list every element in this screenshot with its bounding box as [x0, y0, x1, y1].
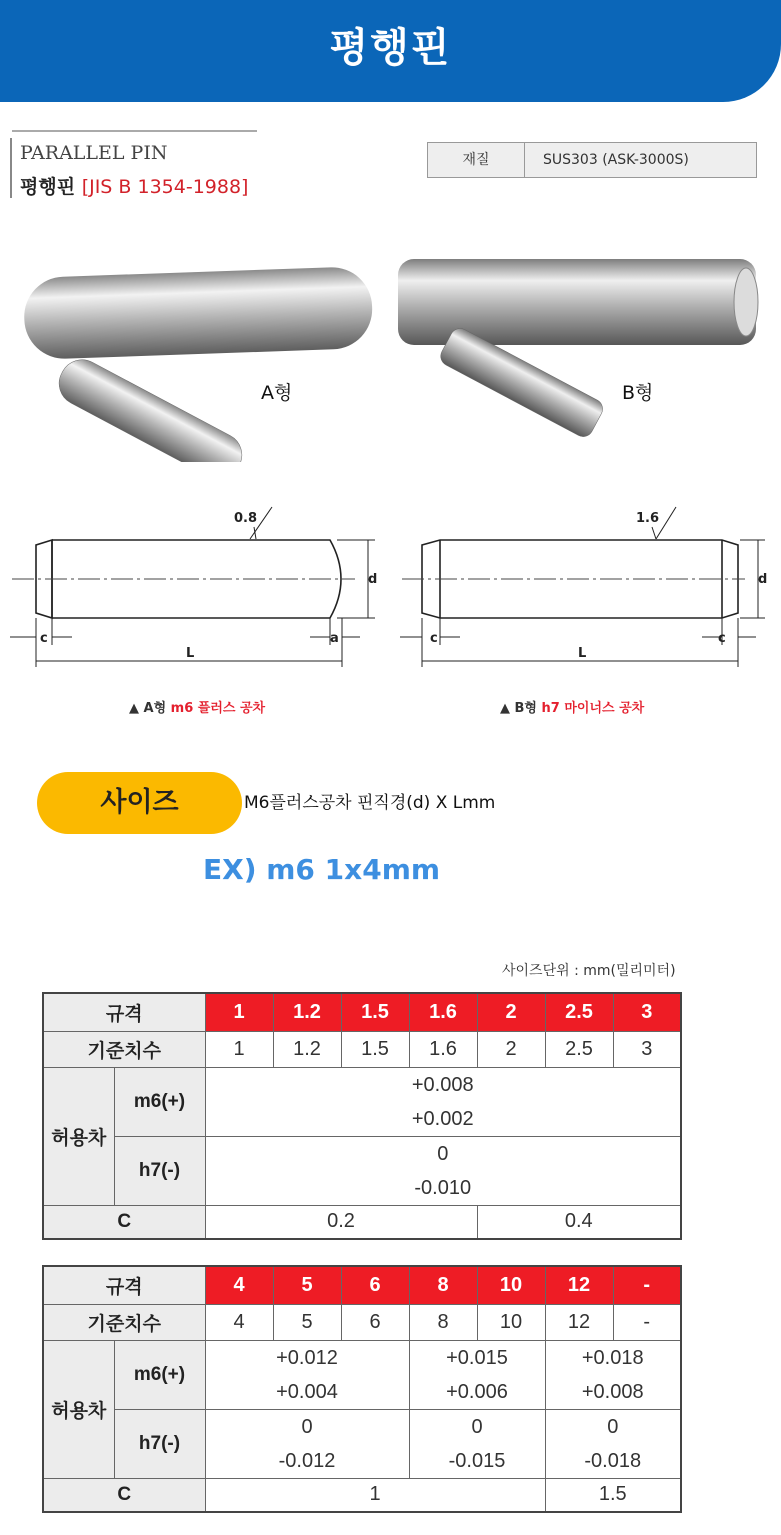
drawing-type-a — [10, 505, 390, 675]
c-cell: 1 — [205, 1478, 545, 1512]
size-description: M6플러스공차 핀직경(d) X Lmm — [244, 793, 496, 813]
material-box — [427, 142, 757, 178]
drawing-b-c2: c — [718, 631, 726, 646]
c-header: C — [43, 1205, 205, 1239]
drawing-a-a: a — [330, 631, 339, 646]
page-title: 평행핀 — [329, 25, 452, 71]
h7-header: h7(-) — [114, 1409, 205, 1478]
tol-lower: -0.015 — [448, 1449, 506, 1472]
material-label: 재질 — [428, 143, 525, 177]
h7-tolerance — [409, 1409, 545, 1478]
nominal-header: 기준치수 — [43, 1031, 205, 1067]
product-name-ko-text: 평행핀 — [20, 176, 76, 198]
spec-cell: 2.5 — [545, 993, 613, 1031]
c-cell: 0.2 — [205, 1205, 477, 1239]
product-name-en: PARALLEL PIN — [20, 142, 168, 164]
title-banner — [0, 0, 781, 102]
m6-tolerance — [205, 1340, 409, 1409]
photo-b-label: B형 — [622, 382, 654, 404]
tolerance-header: 허용차 — [43, 1340, 114, 1478]
tol-upper: +0.008 — [411, 1073, 474, 1096]
nominal-cell: 1.2 — [273, 1031, 341, 1067]
nominal-cell: 8 — [409, 1304, 477, 1340]
drawing-b-caption — [500, 697, 644, 716]
drawing-b-caption-red: h7 마이너스 공차 — [541, 701, 645, 716]
spec-cell: 5 — [273, 1266, 341, 1304]
tol-upper: +0.015 — [446, 1346, 508, 1369]
spec-cell: 1.5 — [341, 993, 409, 1031]
nominal-cell: - — [613, 1304, 681, 1340]
m6-tolerance — [205, 1067, 681, 1136]
drawing-b-caption-prefix: ▲ B형 — [500, 701, 542, 716]
drawing-type-b — [400, 505, 780, 675]
drawing-a-d: d — [368, 572, 378, 587]
nominal-cell: 10 — [477, 1304, 545, 1340]
drawing-a-c: c — [40, 631, 48, 646]
m6-header: m6(+) — [114, 1067, 205, 1136]
drawing-a-roughness: 0.8 — [234, 511, 258, 526]
spec-cell: 4 — [205, 1266, 273, 1304]
m6-tolerance — [545, 1340, 681, 1409]
drawing-b-d: d — [758, 572, 768, 587]
header-bar — [10, 138, 12, 198]
drawing-b-l: L — [578, 646, 587, 661]
tol-lower: +0.008 — [581, 1380, 644, 1403]
tolerance-header: 허용차 — [43, 1067, 114, 1205]
size-example: EX) m6 1x4mm — [203, 853, 441, 886]
spec-table-1 — [42, 992, 682, 1240]
spec-cell: 12 — [545, 1266, 613, 1304]
product-name-ko — [20, 172, 248, 199]
spec-cell: 1.2 — [273, 993, 341, 1031]
nominal-cell: 12 — [545, 1304, 613, 1340]
nominal-cell: 5 — [273, 1304, 341, 1340]
spec-cell: - — [613, 1266, 681, 1304]
spec-cell: 8 — [409, 1266, 477, 1304]
m6-tolerance — [409, 1340, 545, 1409]
nominal-cell: 1.5 — [341, 1031, 409, 1067]
drawing-a-caption — [129, 697, 265, 716]
nominal-cell: 1.6 — [409, 1031, 477, 1067]
m6-header: m6(+) — [114, 1340, 205, 1409]
photo-type-a — [18, 262, 388, 462]
unit-note: 사이즈단위 : mm(밀리미터) — [502, 963, 676, 979]
tol-upper: 0 — [607, 1415, 619, 1438]
spec-cell: 10 — [477, 1266, 545, 1304]
nominal-cell: 1 — [205, 1031, 273, 1067]
spec-cell: 1 — [205, 993, 273, 1031]
h7-tolerance — [205, 1409, 409, 1478]
tol-upper: 0 — [301, 1415, 313, 1438]
jis-standard: [JIS B 1354-1988] — [81, 176, 249, 198]
nominal-header: 기준치수 — [43, 1304, 205, 1340]
drawing-a-caption-red: m6 플러스 공차 — [170, 701, 266, 716]
tol-upper: 0 — [437, 1142, 449, 1165]
tol-upper: 0 — [471, 1415, 483, 1438]
nominal-cell: 4 — [205, 1304, 273, 1340]
tol-lower: +0.002 — [411, 1107, 474, 1130]
h7-header: h7(-) — [114, 1136, 205, 1205]
spec-cell: 6 — [341, 1266, 409, 1304]
c-header: C — [43, 1478, 205, 1512]
spec-cell: 1.6 — [409, 993, 477, 1031]
drawing-b-roughness: 1.6 — [636, 511, 660, 526]
spec-cell: 2 — [477, 993, 545, 1031]
drawing-b-c1: c — [430, 631, 438, 646]
c-cell: 0.4 — [477, 1205, 681, 1239]
spec-cell: 3 — [613, 993, 681, 1031]
spec-header: 규격 — [43, 993, 205, 1031]
tol-upper: +0.018 — [581, 1346, 644, 1369]
drawing-a-l: L — [186, 646, 195, 661]
material-value: SUS303 (ASK-3000S) — [543, 152, 689, 168]
c-cell: 1.5 — [545, 1478, 681, 1512]
photo-type-b — [396, 255, 766, 455]
h7-tolerance — [205, 1136, 681, 1205]
photo-a-label: A형 — [261, 382, 293, 404]
h7-tolerance — [545, 1409, 681, 1478]
tol-lower: -0.010 — [414, 1176, 472, 1199]
drawing-a-caption-prefix: ▲ A형 — [129, 701, 171, 716]
spec-table-2 — [42, 1265, 682, 1513]
tol-lower: -0.018 — [584, 1449, 642, 1472]
tol-lower: -0.012 — [278, 1449, 336, 1472]
nominal-cell: 6 — [341, 1304, 409, 1340]
size-pill: 사이즈 — [37, 772, 242, 834]
spec-header: 규격 — [43, 1266, 205, 1304]
tol-lower: +0.004 — [276, 1380, 338, 1403]
header-rule — [12, 130, 257, 132]
nominal-cell: 2 — [477, 1031, 545, 1067]
nominal-cell: 3 — [613, 1031, 681, 1067]
tol-upper: +0.012 — [276, 1346, 338, 1369]
nominal-cell: 2.5 — [545, 1031, 613, 1067]
tol-lower: +0.006 — [446, 1380, 508, 1403]
